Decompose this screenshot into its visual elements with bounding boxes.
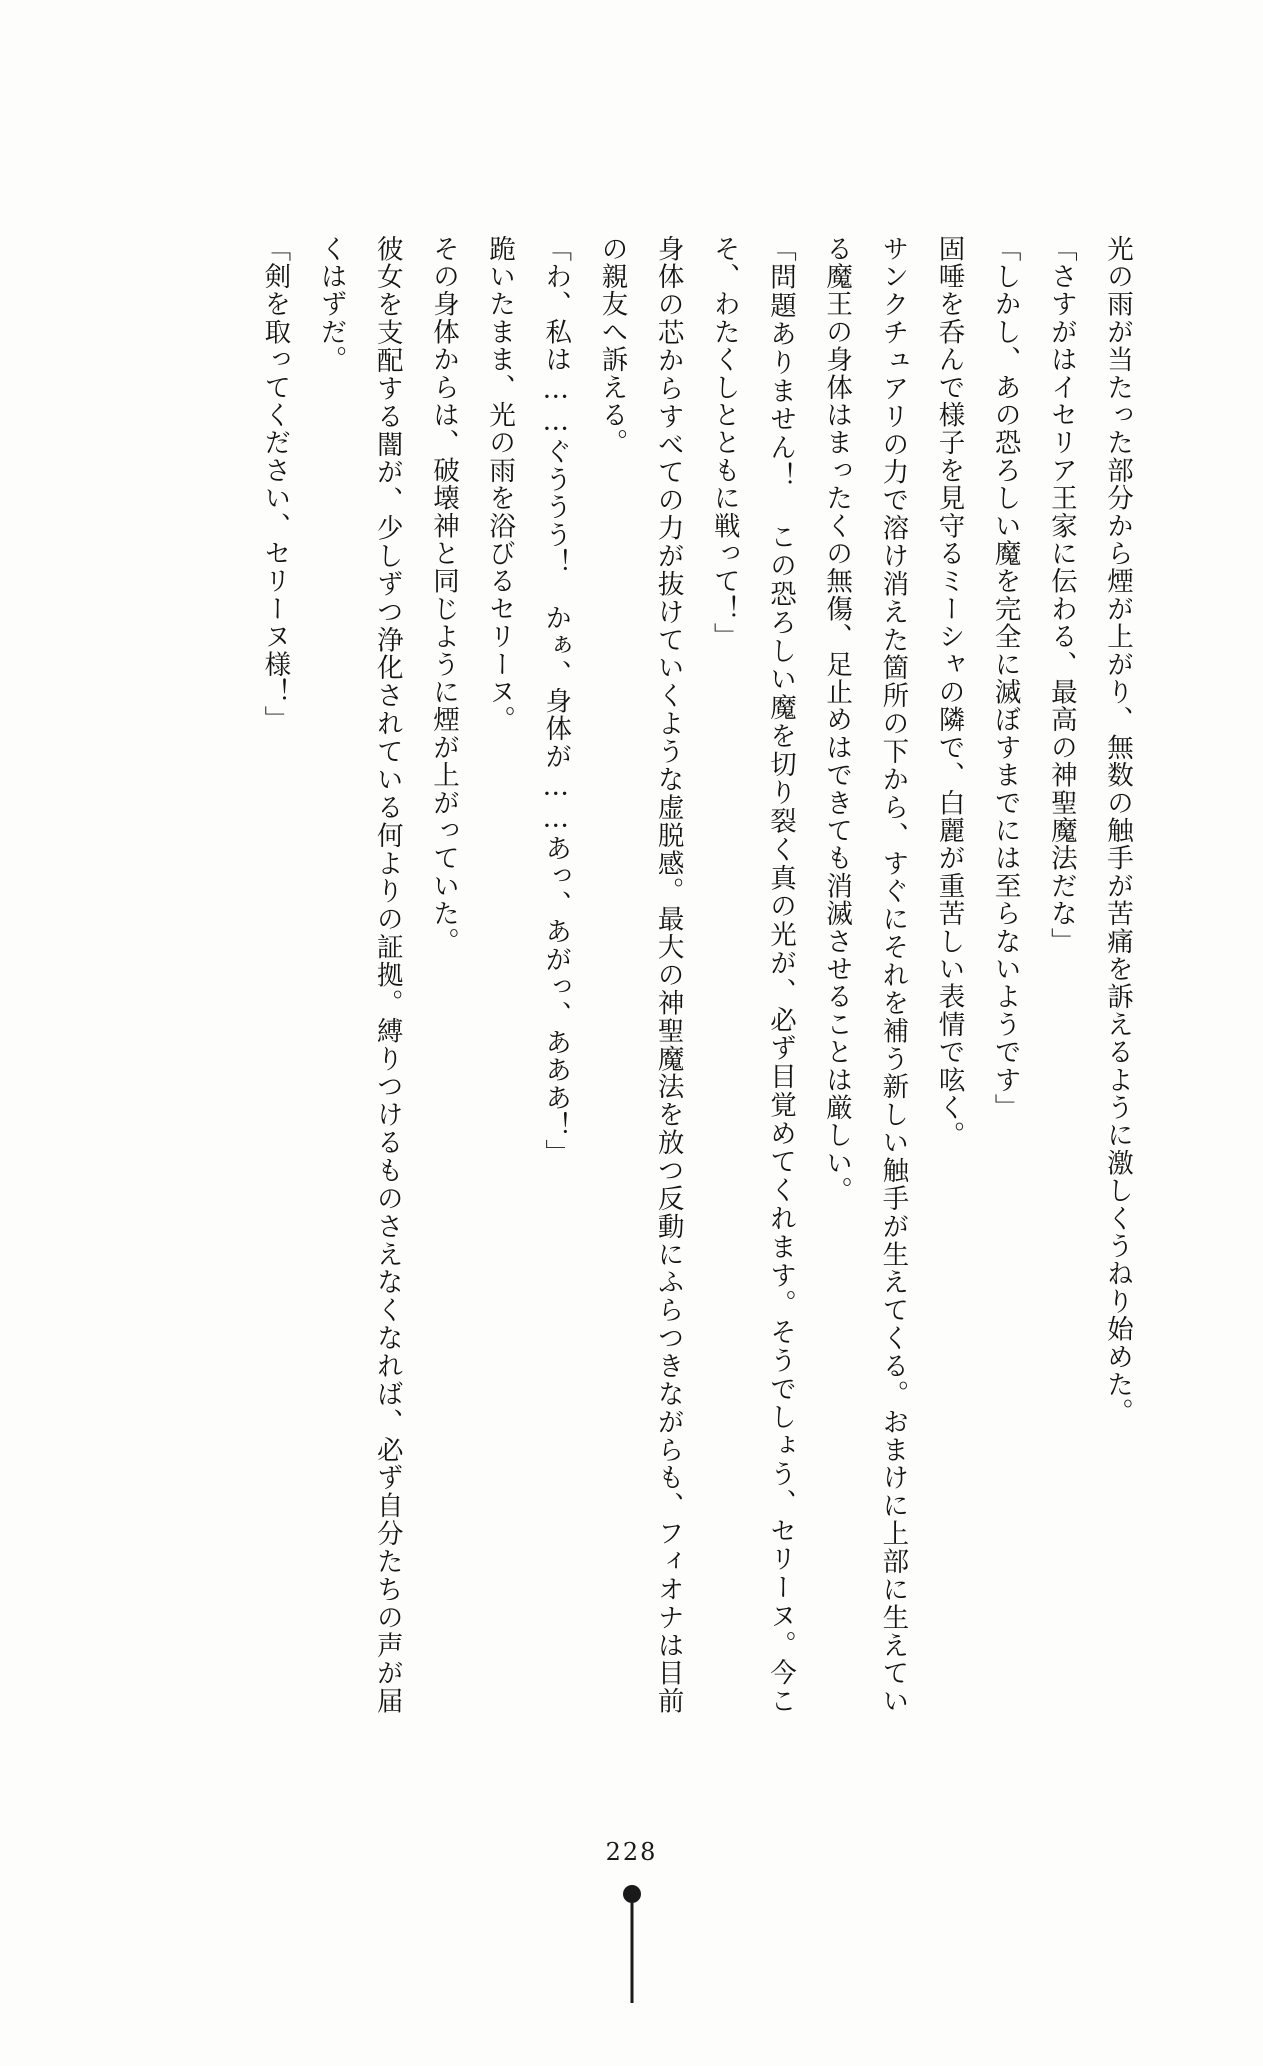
paragraph: 「さすがはイセリア王家に伝わる、最高の神聖魔法だな」 bbox=[1045, 235, 1077, 956]
paragraph: サンクチュアリの力で溶け消えた箇所の下から、すぐにそれを補う新しい触手が生えてくる。おまけに上部に生えている魔王の身体はまったくの無傷、足止めはできても消滅させることは厳しい。 bbox=[821, 235, 909, 1715]
paragraph: 「しかし、あの恐ろしい魔を完全に滅ぼすまでには至らないようです」 bbox=[989, 235, 1021, 1122]
page-number: 228 bbox=[605, 1838, 658, 1866]
binding-dot-icon bbox=[623, 1885, 641, 1903]
paragraph: 跪いたまま、光の雨を浴びるセリーヌ。 bbox=[484, 235, 516, 734]
paragraph: 身体の芯からすべての力が抜けていくような虚脱感。最大の神聖魔法を放つ反動にふらつきながらも、フィオナは目前の親友へ訴える。 bbox=[596, 235, 684, 1715]
novel-body-text bbox=[140, 235, 1145, 1715]
paragraph: その身体からは、破壊神と同じように煙が上がっていた。 bbox=[427, 235, 459, 956]
binding-mark-decoration bbox=[619, 1885, 645, 2005]
paragraph: 「剣を取ってください、セリーヌ様！」 bbox=[259, 235, 291, 734]
paragraph: 彼女を支配する闇が、少しずつ浄化されている何よりの証拠。縛りつけるものさえなくなれば、必ず自分たちの声が届くはずだ。 bbox=[315, 235, 403, 1715]
paragraph: 光の雨が当たった部分から煙が上がり、無数の触手が苦痛を訴えるように激しくうねり始めた。 bbox=[1102, 235, 1133, 1427]
binding-stem-icon bbox=[630, 1903, 633, 2003]
paragraph: 「わ、私は……ぐううう！ かぁ、身体が……あっ、あがっ、あああ！」 bbox=[540, 235, 572, 1168]
paragraph: 「問題ありません！ この恐ろしい魔を切り裂く真の光が、必ず目覚めてくれます。そうでしょう、セリーヌ。今こそ、わたくしとともに戦って！」 bbox=[708, 235, 796, 1715]
paragraph: 固唾を呑んで様子を見守るミーシャの隣で、白麗が重苦しい表情で呟く。 bbox=[933, 235, 965, 1150]
